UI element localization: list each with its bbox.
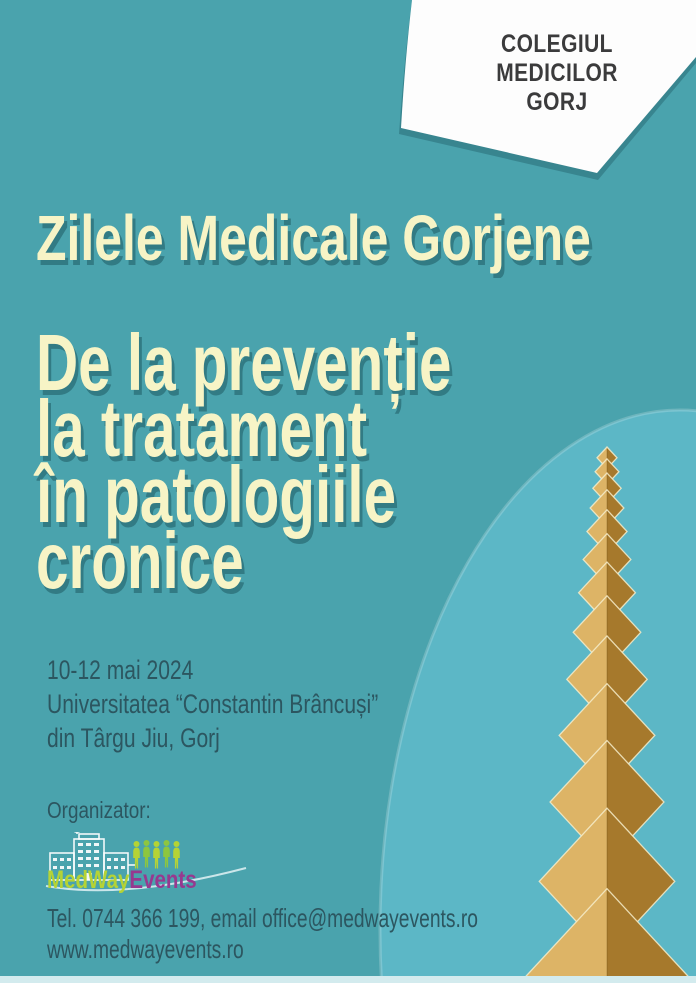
event-subtitle bbox=[36, 318, 452, 605]
event-details bbox=[47, 653, 378, 755]
people-group-icon bbox=[133, 840, 180, 869]
badge-line: COLEGIUL bbox=[501, 30, 613, 58]
event-venue: Universitatea “Constantin Brâncuși” bbox=[47, 689, 379, 719]
medical-college-badge bbox=[456, 30, 658, 117]
event-date: 10-12 mai 2024 bbox=[47, 655, 194, 685]
bottom-strip bbox=[0, 976, 696, 983]
logo-medway-label: MedWay bbox=[47, 866, 130, 894]
subtitle-line: în patologiile bbox=[36, 450, 397, 539]
badge-line: GORJ bbox=[526, 88, 588, 116]
event-city: din Târgu Jiu, Gorj bbox=[47, 723, 220, 753]
event-title: Zilele Medicale Gorjene bbox=[36, 202, 591, 274]
organizer-label: Organizator: bbox=[47, 797, 151, 823]
subtitle-line: la tratament bbox=[36, 384, 368, 473]
contact-website: www.medwayevents.ro bbox=[47, 934, 244, 964]
logo-events-label: Events bbox=[129, 866, 197, 894]
contact-phone-email: Tel. 0744 366 199, email office@medwayevents.ro bbox=[47, 903, 478, 933]
contact-info bbox=[47, 903, 478, 965]
subtitle-line: cronice bbox=[36, 516, 244, 605]
medway-logo-text bbox=[47, 866, 197, 895]
badge-line: MEDICILOR bbox=[496, 59, 618, 87]
subtitle-line: De la prevenție bbox=[36, 318, 452, 407]
